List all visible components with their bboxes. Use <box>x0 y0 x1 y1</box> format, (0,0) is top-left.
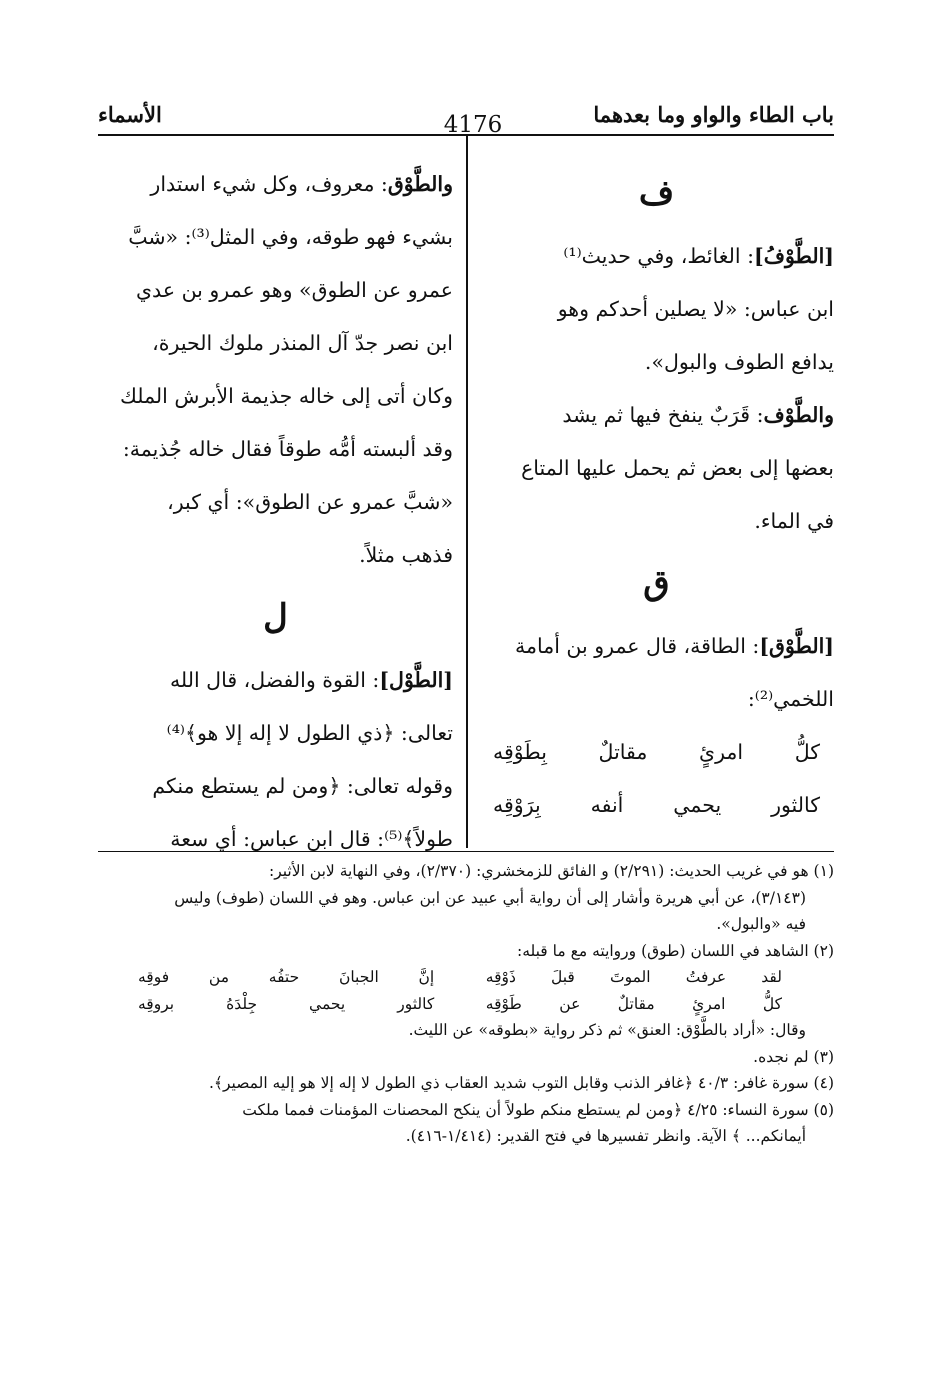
letter-heading-qaf: ق <box>643 563 670 603</box>
entry-line <box>479 389 834 442</box>
poem-hemistich: كلُّ امرئٍ مقاتلٌ عن طَوْقِه <box>485 994 782 1013</box>
poem-hemistich: إنَّ الجبانَ حتفُه من فوقِه <box>138 968 435 986</box>
verse-line: كلُّ امرئٍ مقاتلٌ بِطَوْقِه <box>493 740 820 764</box>
entry-line: طولاً﴾⁽⁵⁾: قال ابن عباس: أي سعة <box>170 827 453 851</box>
right-column <box>479 158 834 832</box>
footnote-3: (٣) لم نجده. <box>753 1047 834 1066</box>
entry-line: وقوله تعالى: ﴿ومن لم يستطع منكم <box>152 774 453 798</box>
entry-text: : معروف، وكل شيء استدار <box>150 172 388 196</box>
running-header-section: باب الطاء والواو وما بعدهما <box>593 102 834 127</box>
footnote-2: (٢) الشاهد في اللسان (طوق) وروايته مع ما قبله: <box>516 941 834 960</box>
footnote-2-cont: وقال: «أراد بالطَّوْق: العنق» ثم ذكر رواية «بطوقه» عن الليث. <box>408 1021 806 1039</box>
entry-line <box>98 654 453 707</box>
entry-line <box>479 620 834 673</box>
entry-text: : الطاقة، قال عمرو بن أمامة <box>515 634 760 658</box>
entry-line: ابن عباس: «لا يصلين أحدكم وهو <box>557 297 834 321</box>
letter-heading-lam: ل <box>263 597 288 637</box>
headword: [الطَّوْل] <box>379 668 453 692</box>
running-header-chapter: الأسماء <box>98 102 162 127</box>
verse-line: كالثور يحمي أنفه بِرَوْقِه <box>493 793 820 817</box>
entry-text: : قَرَبٌ ينفخ فيها ثم يشد <box>562 403 764 427</box>
poem-hemistich: كالثور يحمي جِلْدَهُ بروقِه <box>138 994 435 1013</box>
headword: والطَّوْق <box>387 172 453 196</box>
footnote-5: (٥) سورة النساء: ٤/٢٥ ﴿ومن لم يستطع منكم طولاً أن ينكح المحصنات المؤمنات فمما ملكت <box>242 1100 834 1119</box>
entry-line: «شبَّ عمرو عن الطوق»: أي كبر، <box>167 490 453 514</box>
entry-line: عمرو عن الطوق» وهو عمرو بن عدي <box>136 278 453 302</box>
left-column <box>98 158 453 866</box>
headword: [الطَّوْفُ] <box>754 244 834 268</box>
entry-line: ابن نصر جدّ آل المنذر ملوك الحيرة، <box>152 331 453 355</box>
entry-line: بعضها إلى بعض ثم يحمل عليها المتاع <box>521 456 834 480</box>
headword: [الطَّوْق] <box>759 634 834 658</box>
entry-line: فذهب مثلاً. <box>359 543 453 567</box>
entry-line: اللخمي⁽²⁾: <box>747 687 834 711</box>
footnotes-rule <box>98 851 834 852</box>
entry-line: في الماء. <box>754 509 834 533</box>
entry-line: وقد ألبسته أمُّه طوقاً فقال خاله جُذيمة: <box>122 437 453 461</box>
entry-line <box>479 230 834 283</box>
page-number: 4176 <box>443 112 503 138</box>
footnote-1-cont: فيه «والبول». <box>716 915 806 933</box>
column-divider <box>466 136 468 848</box>
footnote-poem-line <box>98 991 834 1018</box>
footnote-poem-line <box>98 964 834 991</box>
headword: والطَّوْف <box>763 403 834 427</box>
entry-text: : الغائط، وفي حديث⁽¹⁾ <box>563 244 754 268</box>
footnote-1-cont: (٣/١٤٣)، عن أبي هريرة وأشار إلى أن رواية أبي عبيد عن ابن عباس. وهو في اللسان (طوف) وليس <box>174 888 806 907</box>
footnote-1: (١) هو في غريب الحديث: (٢/٢٩١) و الفائق للزمخشري: (٢/٣٧٠)، وفي النهاية لابن الأثير: <box>268 862 834 880</box>
footnotes <box>98 858 834 1150</box>
entry-text: : القوة والفضل، قال الله <box>169 668 380 692</box>
entry-line <box>98 158 453 211</box>
poem-hemistich: لقد عرفتُ الموتَ قبلَ ذَوْقِه <box>485 968 782 986</box>
entry-line: يدافع الطوف والبول». <box>644 350 834 374</box>
entry-line: وكان أتى إلى خاله جذيمة الأبرش الملك <box>120 384 453 408</box>
footnote-4: (٤) سورة غافر: ٤٠/٣ ﴿غافر الذنب وقابل التوب شديد العقاب ذي الطول لا إله إلا هو إليه المصير﴾. <box>208 1074 834 1092</box>
entry-line: تعالى: ﴿ذي الطول لا إله إلا هو﴾⁽⁴⁾ <box>166 721 453 745</box>
letter-heading-fa: ف <box>638 173 675 213</box>
footnote-5-cont: أيمانكم... ﴾ الآية. وانظر تفسيرها في فتح القدير: (١/٤١٤-٤١٦). <box>405 1127 806 1145</box>
entry-line: بشيء فهو طوقه، وفي المثل⁽³⁾: «شبَّ <box>128 225 453 249</box>
